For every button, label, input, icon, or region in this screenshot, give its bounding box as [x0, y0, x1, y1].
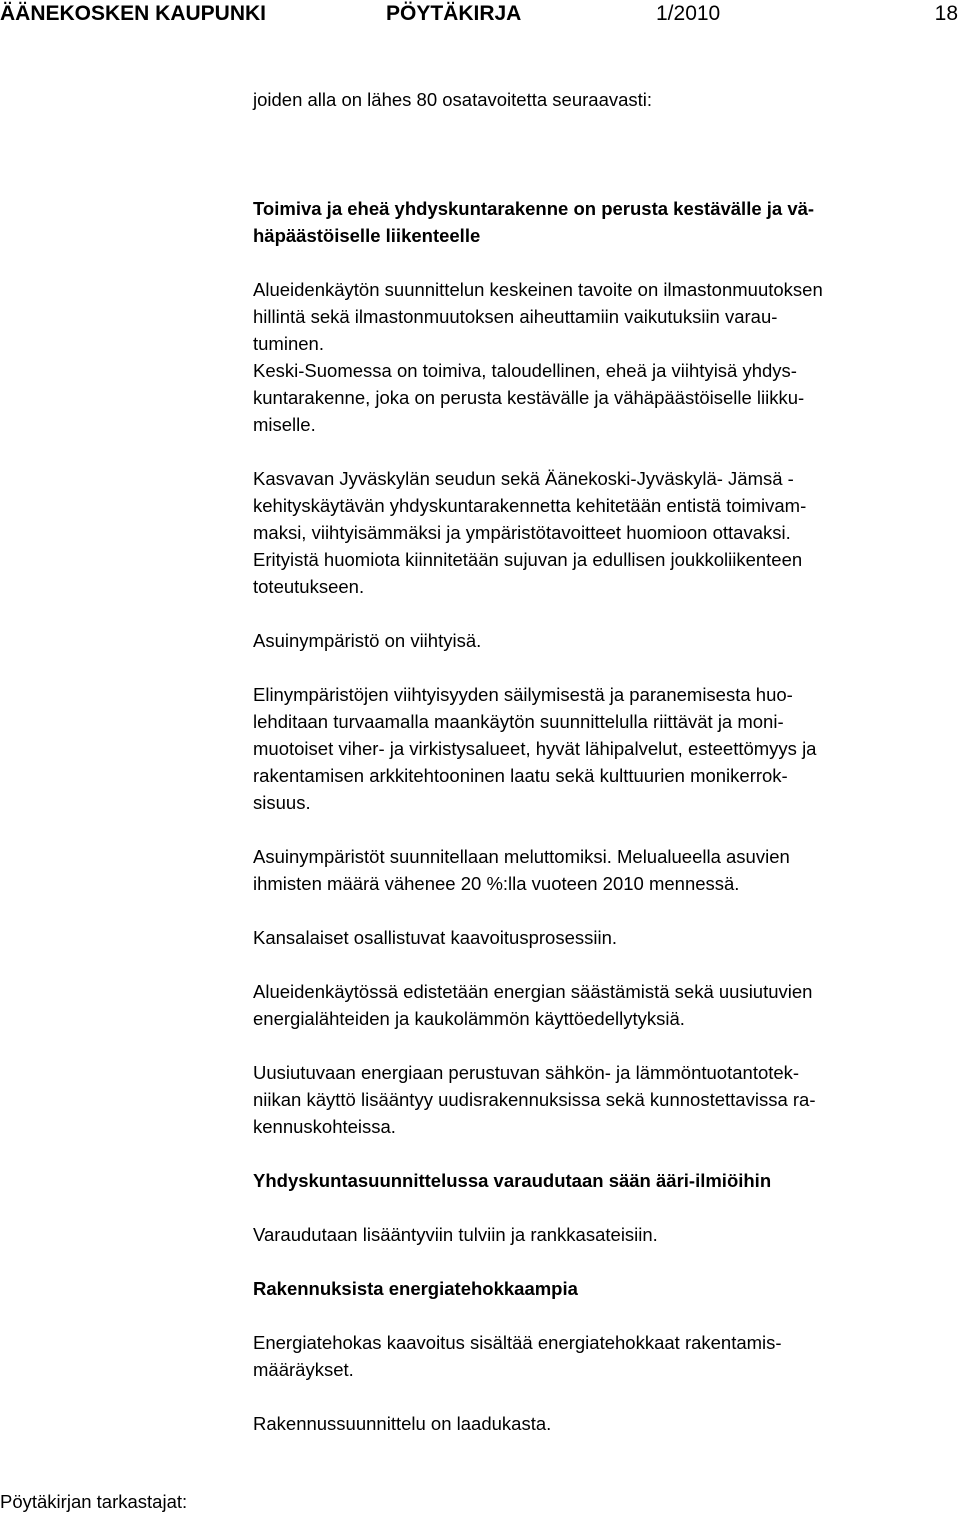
text-line: toteutukseen. — [253, 576, 365, 597]
text-line: tuminen. — [253, 333, 324, 354]
text-line: Rakennuksista energiatehokkaampia — [253, 1278, 578, 1299]
paragraph — [253, 681, 953, 816]
text-line: Asuinympäristö on viihtyisä. — [253, 630, 482, 651]
text-line: kehityskäytävän yhdyskuntarakennetta kehitetään entistä toimivam- — [253, 495, 807, 516]
page-header — [0, 0, 960, 30]
text-line: miselle. — [253, 414, 316, 435]
text-line: Kansalaiset osallistuvat kaavoitusprosessiin. — [253, 927, 618, 948]
text-line: Elinympäristöjen viihtyisyyden säilymisestä ja paranemisesta huo- — [253, 684, 793, 705]
text-line: häpäästöiselle liikenteelle — [253, 225, 481, 246]
paragraph — [253, 924, 953, 951]
text-line: Kasvavan Jyväskylän seudun sekä Äänekoski-Jyväskylä- Jämsä - — [253, 468, 794, 489]
paragraph — [253, 627, 953, 654]
section-heading — [253, 1275, 953, 1302]
paragraph — [253, 86, 953, 113]
paragraph — [253, 1221, 953, 1248]
paragraph — [253, 1410, 953, 1437]
text-line: energialähteiden ja kaukolämmön käyttöedellytyksiä. — [253, 1008, 685, 1029]
paragraph — [253, 843, 953, 897]
text-line: Yhdyskuntasuunnittelussa varaudutaan sään ääri-ilmiöihin — [253, 1170, 772, 1191]
text-line: hillintä sekä ilmastonmuutoksen aiheuttamiin vaikutuksiin varau- — [253, 306, 778, 327]
text-line: Erityistä huomiota kiinnitetään sujuvan ja edullisen joukkoliikenteen — [253, 549, 803, 570]
text-line: kuntarakenne, joka on perusta kestävälle ja vähäpäästöiselle liikku- — [253, 387, 805, 408]
section-heading — [253, 1167, 953, 1194]
text-line: Energiatehokas kaavoitus sisältää energiatehokkaat rakentamis- — [253, 1332, 782, 1353]
text-line: Asuinympäristöt suunnitellaan meluttomiksi. Melualueella asuvien — [253, 846, 790, 867]
text-line: niikan käyttö lisääntyy uudisrakennuksissa sekä kunnostettavissa ra- — [253, 1089, 816, 1110]
text-line: sisuus. — [253, 792, 311, 813]
text-line: Alueidenkäytön suunnittelun keskeinen tavoite on ilmastonmuutoksen — [253, 279, 823, 300]
header-document-type: PÖYTÄKIRJA — [386, 2, 522, 25]
document-body — [253, 86, 953, 1437]
header-city: ÄÄNEKOSKEN KAUPUNKI — [0, 2, 267, 25]
paragraph — [253, 1329, 953, 1383]
paragraph — [253, 978, 953, 1032]
text-line: Toimiva ja eheä yhdyskuntarakenne on perusta kestävälle ja vä- — [253, 198, 815, 219]
paragraph — [253, 465, 953, 600]
text-line: joiden alla on lähes 80 osatavoitetta seuraavasti: — [253, 89, 653, 110]
paragraph — [253, 276, 953, 438]
text-line: lehditaan turvaamalla maankäytön suunnittelulla riittävät ja moni- — [253, 711, 784, 732]
header-page-number: 18 — [934, 2, 958, 25]
paragraph — [253, 1059, 953, 1140]
text-line: Uusiutuvaan energiaan perustuvan sähkön- ja lämmöntuotantotek- — [253, 1062, 800, 1083]
footer-reviewers-label: Pöytäkirjan tarkastajat: — [0, 1491, 188, 1512]
text-line: Varaudutaan lisääntyviin tulviin ja rankkasateisiin. — [253, 1224, 658, 1245]
text-line: maksi, viihtyisämmäksi ja ympäristötavoitteet huomioon ottavaksi. — [253, 522, 791, 543]
text-line: määräykset. — [253, 1359, 354, 1380]
text-line: Keski-Suomessa on toimiva, taloudellinen, eheä ja viihtyisä yhdys- — [253, 360, 797, 381]
text-line: rakentamisen arkkitehtooninen laatu sekä kulttuurien monikerrok- — [253, 765, 788, 786]
text-line: Alueidenkäytössä edistetään energian säästämistä sekä uusiutuvien — [253, 981, 813, 1002]
section-heading — [253, 195, 953, 249]
text-line: muotoiset viher- ja virkistysalueet, hyvät lähipalvelut, esteettömyys ja — [253, 738, 817, 759]
text-line: Rakennussuunnittelu on laadukasta. — [253, 1413, 552, 1434]
text-line: kennuskohteissa. — [253, 1116, 396, 1137]
header-meeting-number: 1/2010 — [656, 2, 721, 25]
text-line: ihmisten määrä vähenee 20 %:lla vuoteen 2010 mennessä. — [253, 873, 740, 894]
